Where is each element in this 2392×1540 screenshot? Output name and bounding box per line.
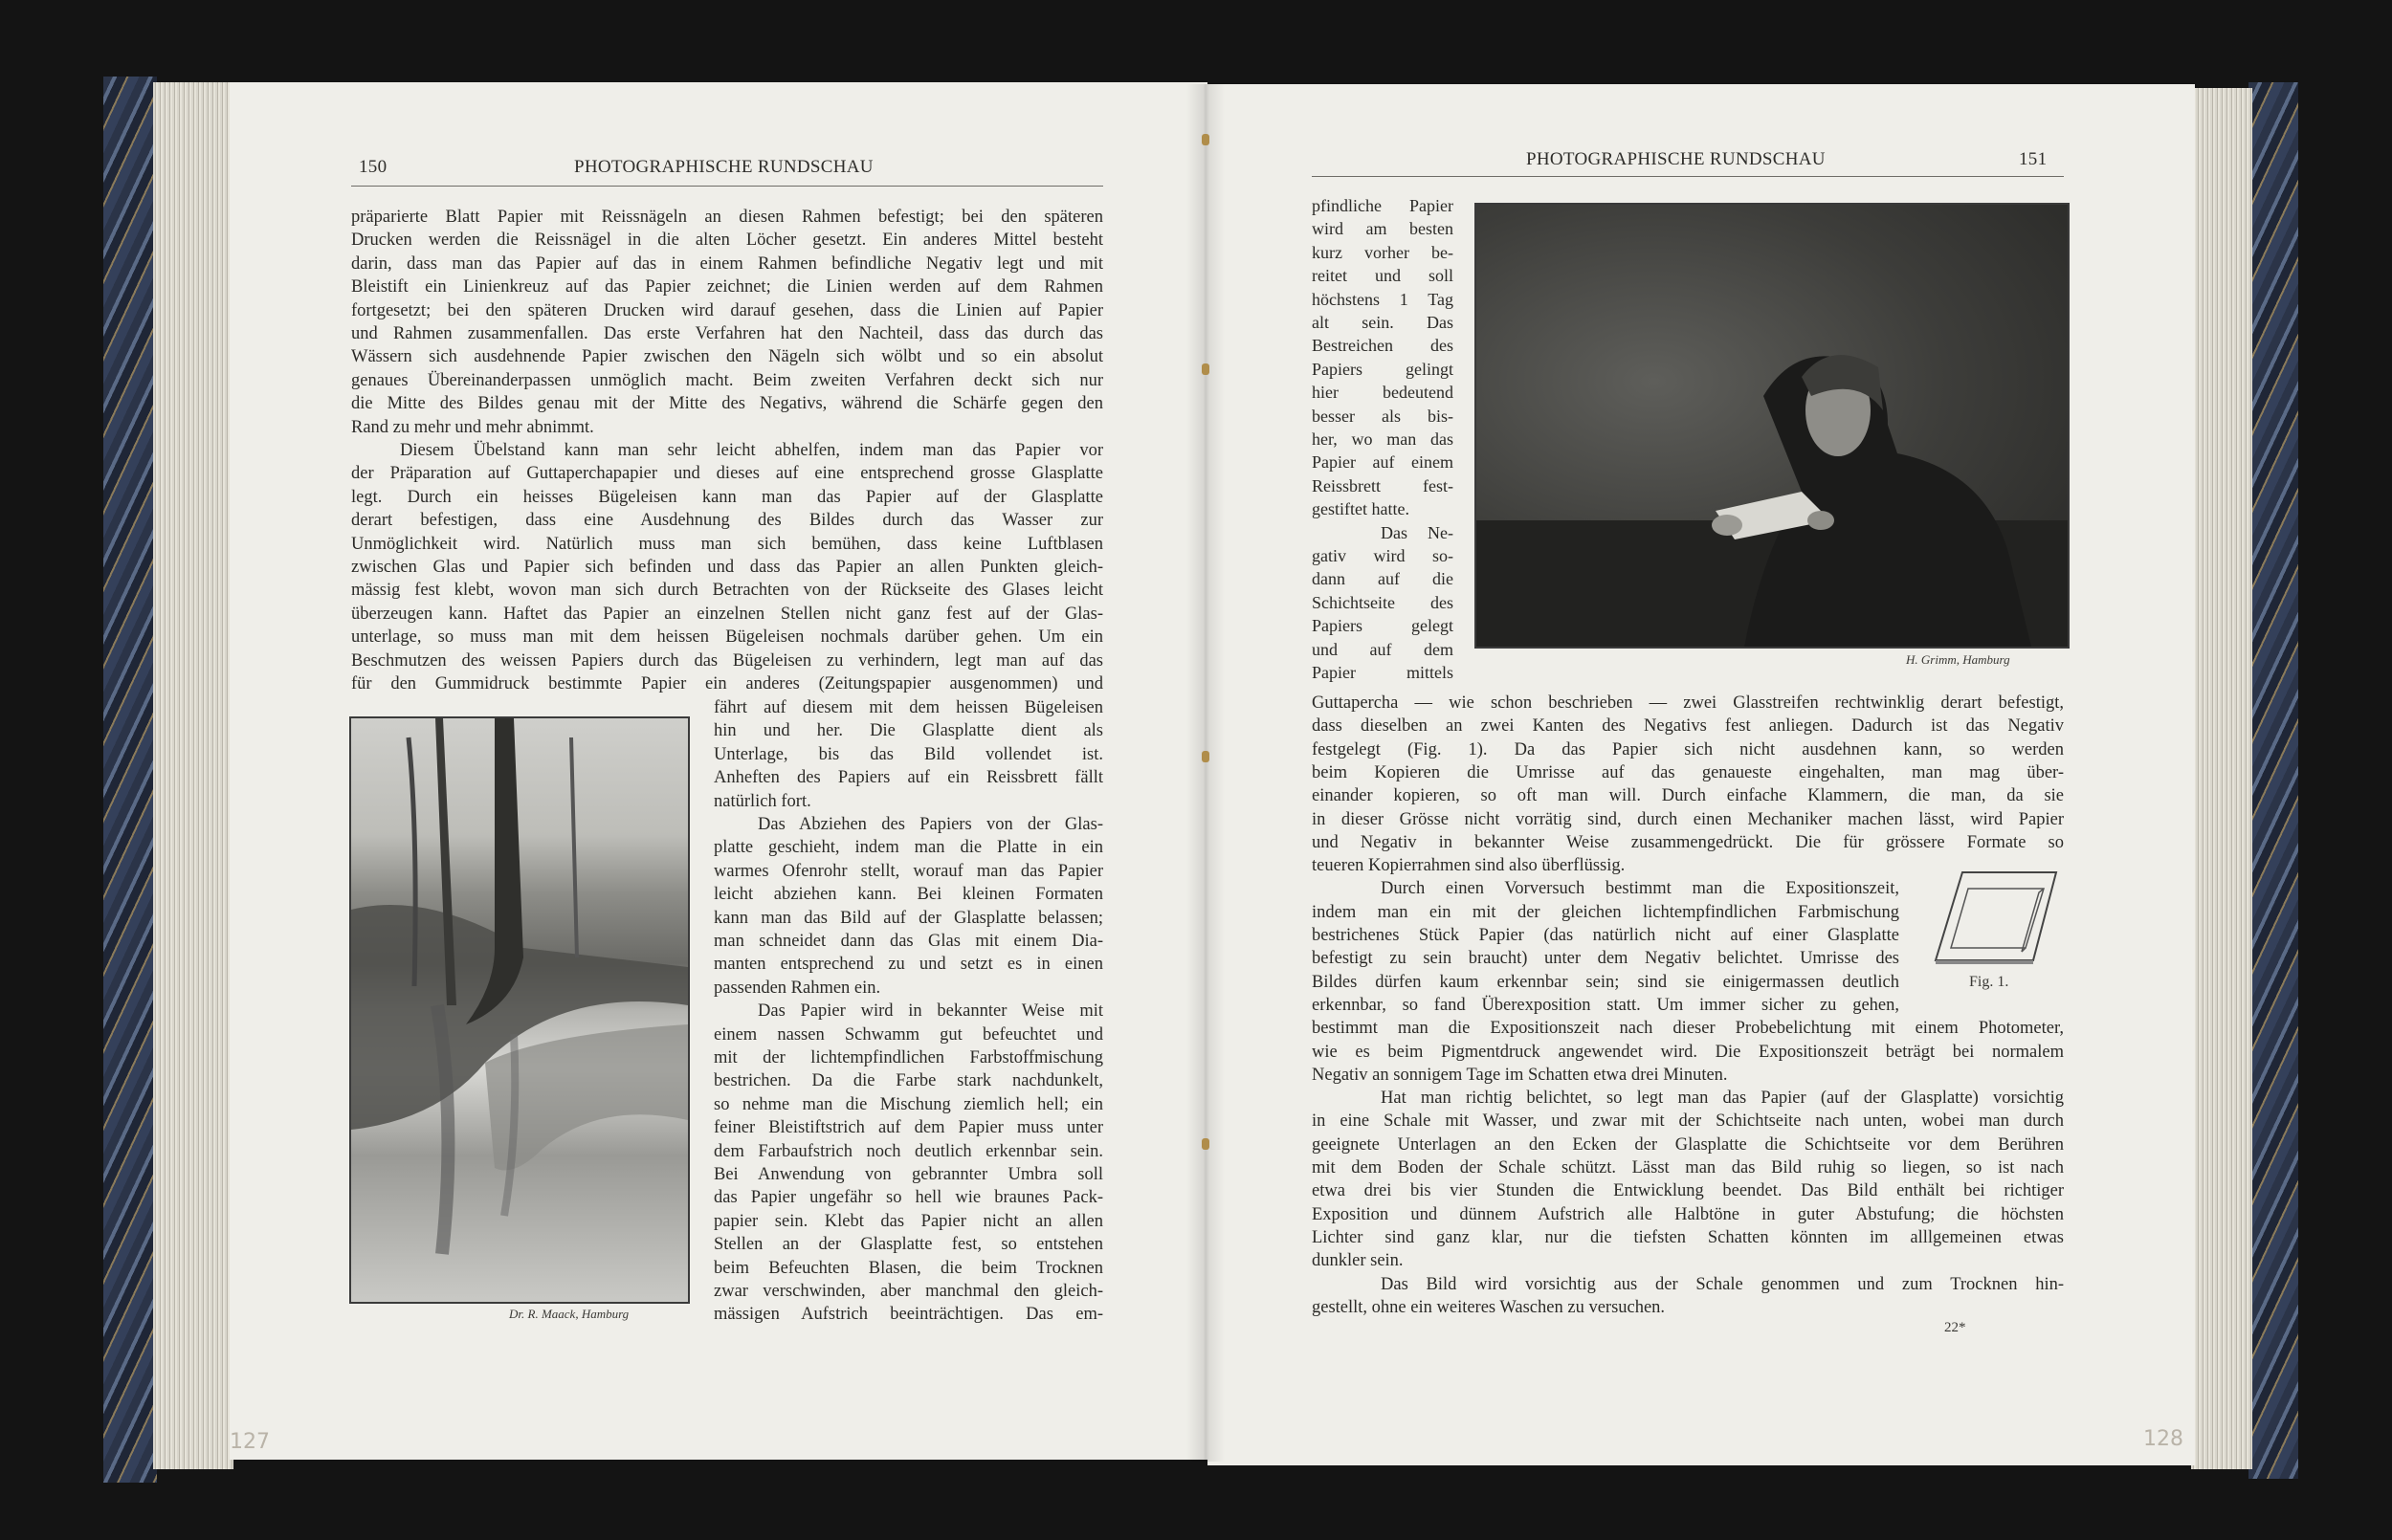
text-line: Lichter sind ganz klar, nur die tiefsten Schatten könnten im alllgemeinen etwas: [1312, 1227, 2064, 1247]
text-line: Anheften des Papiers auf ein Reissbrett fällt: [714, 768, 1103, 788]
text-line: Papiers gelegt: [1312, 616, 1453, 636]
book-cover-right: [2248, 82, 2298, 1479]
paragraph-first-line: Das Ne-: [1381, 522, 1453, 542]
text-line: zwar verschwinden, aber manchmal den gleich-: [714, 1282, 1103, 1301]
text-line: so nehme man die Mischung ziemlich hell; ein: [714, 1094, 1103, 1114]
paragraph-first-line: Hat man richtig belichtet, so legt man das Papier (auf der Glasplatte) vorsichtig: [1381, 1089, 2064, 1109]
text-line: bestimmt man die Expositionszeit nach dieser Probebelichtung mit einem Photometer,: [1312, 1019, 2064, 1039]
text-line: wie es beim Pigmentdruck angewendet wird. Die Expositionszeit beträgt bei normalem: [1312, 1042, 2064, 1062]
landscape-photo: [349, 716, 690, 1304]
text-line: und auf dem: [1312, 639, 1453, 659]
text-line: kurz vorher be-: [1312, 242, 1453, 262]
text-line: und Rahmen zusammenfallen. Das erste Verfahren hat den Nachteil, dass das durch das: [351, 324, 1103, 343]
text-line: Bleistift ein Linienkreuz auf das Papier zeichnet; die Linien werden auf dem Rahmen: [351, 277, 1103, 297]
running-head: PHOTOGRAPHISCHE RUNDSCHAU: [1526, 149, 1826, 169]
page-stack-left: [153, 82, 233, 1469]
text-line: Unmöglichkeit wird. Natürlich muss man sich bemühen, dass keine Luftblasen: [351, 534, 1103, 554]
text-line: Schichtseite des: [1312, 592, 1453, 612]
text-line: unterlage, so muss man mit dem heissen Bügeleisen nochmals darüber gehen. Um ein: [351, 627, 1103, 648]
photo-credit: Dr. R. Maack, Hamburg: [509, 1307, 630, 1321]
header-rule: [351, 186, 1103, 187]
text-line: fortgesetzt; bei den späteren Drucken wird darauf gesehen, dass die Linien auf Papier: [351, 300, 1103, 320]
text-line: geeignete Unterlagen an den Ecken der Glasplatte die Schichtseite vor dem Berühren: [1312, 1134, 2064, 1155]
binding-thread: [1202, 1138, 1209, 1150]
text-line: präparierte Blatt Papier mit Reissnägeln an diesen Rahmen befestigt; bei den späteren: [351, 208, 1103, 227]
binding-thread: [1202, 363, 1209, 375]
text-line: in dieser Grösse nicht vorrätig sind, durch einen Mechaniker machen lässt, wird Papier: [1312, 809, 2064, 829]
text-line: Reissbrett fest-: [1312, 475, 1453, 495]
text-line: bestrichenes Stück Papier (das natürlich nicht auf einer Glasplatte: [1312, 926, 1899, 945]
text-line: in eine Schale mit Wasser, und zwar mit der Schichtseite nach unten, wobei man durch: [1312, 1111, 2064, 1132]
paragraph-first-line: Das Abziehen des Papiers von der Glas-: [758, 815, 1103, 834]
text-line: beim Kopieren die Umrisse auf das genaueste eingehalten, man mag über-: [1312, 762, 2064, 782]
text-line: höchstens 1 Tag: [1312, 289, 1453, 309]
text-line: mässigen Aufstrich beeinträchtigen. Das em-: [714, 1305, 1103, 1325]
text-line: reitet und soll: [1312, 266, 1453, 286]
text-line: beim Befeuchten Blasen, die beim Trocknen: [714, 1258, 1103, 1278]
text-line: Unterlage, bis das Bild vollendet ist.: [714, 744, 1103, 764]
signature-mark: 22*: [1944, 1320, 1966, 1335]
text-line: Bestreichen des: [1312, 336, 1453, 356]
text-line: man schneidet dann das Glas mit einem Dia-: [714, 932, 1103, 951]
text-line: gestiftet hatte.: [1312, 499, 1409, 519]
text-line: Papier auf einem: [1312, 452, 1453, 473]
text-line: Bildes dürfen kaum erkennbar sein; sind sie einigermassen deutlich: [1312, 972, 1899, 992]
text-line: Bei Anwendung von gebrannter Umbra soll: [714, 1165, 1103, 1184]
text-line: mässig fest klebt, wovon man sich durch Betrachten von der Rückseite des Glases leicht: [351, 581, 1103, 601]
text-line: dem Farbaufstrich noch deutlich erkennbar sein.: [714, 1141, 1103, 1161]
text-line: Exposition und dünnem Aufstrich alle Halbtöne in guter Abstufung; die höchsten: [1312, 1204, 2064, 1224]
page-number: 150: [359, 157, 388, 177]
text-line: alt sein. Das: [1312, 313, 1453, 332]
pencil-folio-mark: 128: [2143, 1427, 2183, 1451]
running-head: PHOTOGRAPHISCHE RUNDSCHAU: [574, 157, 874, 177]
text-line: natürlich fort.: [714, 791, 811, 811]
text-line: zwischen Glas und Papier sich befinden und dass das Papier an allen Punkten gleich-: [351, 558, 1103, 577]
text-line: überzeugen kann. Haftet das Papier an einzelnen Stellen nicht ganz fest auf der Glas-: [351, 604, 1103, 624]
text-line: kann man das Bild auf der Glasplatte belassen;: [714, 908, 1103, 928]
text-line: passenden Rahmen ein.: [714, 978, 881, 998]
landscape-drawing: [351, 718, 688, 1302]
text-line: Rand zu mehr und mehr abnimmt.: [351, 417, 594, 437]
paragraph-first-line: Diesem Übelstand kann man sehr leicht abhelfen, indem man das Papier vor: [400, 441, 1103, 460]
photo-credit: H. Grimm, Hamburg: [1906, 652, 2010, 667]
text-line: leicht abziehen kann. Bei kleinen Formaten: [714, 885, 1103, 905]
portrait-photo: [1474, 203, 2070, 649]
text-line: Negativ an sonnigem Tage im Schatten etwa drei Minuten.: [1312, 1065, 1728, 1085]
text-line: hier bedeutend: [1312, 383, 1453, 403]
page-stack-right: [2191, 88, 2252, 1469]
text-line: indem man ein mit der gleichen lichtempfindlichen Farbmischung: [1312, 902, 1899, 922]
book-gutter: [1186, 84, 1225, 1462]
binding-thread: [1202, 751, 1209, 762]
text-line: fährt auf diesem mit dem heissen Bügeleisen: [714, 698, 1103, 717]
text-line: das Papier ungefähr so hell wie braunes Pack-: [714, 1188, 1103, 1208]
text-line: dann auf die: [1312, 569, 1453, 589]
paragraph-first-line: Das Bild wird vorsichtig aus der Schale genommen und zum Trocknen hin-: [1381, 1274, 2064, 1294]
text-line: für den Gummidruck bestimmte Papier ein anderes (Zeitungspapier ausgenommen) und: [351, 674, 1103, 693]
text-line: mit der lichtempfindlichen Farbstoffmischung: [714, 1048, 1103, 1067]
text-line: dass dieselben an zwei Kanten des Negativs fest anliegen. Dadurch ist das Negativ: [1312, 716, 2064, 737]
text-line: her, wo man das: [1312, 429, 1453, 449]
text-line: mit dem Boden der Schale schützt. Lässt man das Bild ruhig so liegen, so ist nach: [1312, 1158, 2064, 1177]
text-line: manten entsprechend zu und setzt es in einen: [714, 955, 1103, 975]
text-line: hin und her. Die Glasplatte dient als: [714, 721, 1103, 741]
text-line: pfindliche Papier: [1312, 196, 1453, 215]
text-line: papier sein. Klebt das Papier nicht an allen: [714, 1211, 1103, 1231]
text-line: Papiers gelingt: [1312, 359, 1453, 379]
text-line: genaues Übereinanderpassen unmöglich macht. Beim zweiten Verfahren deckt sich nur: [351, 370, 1103, 390]
text-line: einem nassen Schwamm gut befeuchtet und: [714, 1024, 1103, 1045]
paragraph-first-line: Durch einen Vorversuch bestimmt man die Expositionszeit,: [1381, 879, 1899, 899]
paragraph-first-line: Das Papier wird in bekannter Weise mit: [758, 1001, 1103, 1022]
figure-caption: Fig. 1.: [1969, 974, 2009, 990]
text-line: Drucken werden die Reissnägel in die alten Löcher gesetzt. Ein anderes Mittel besteht: [351, 231, 1103, 251]
text-line: besser als bis-: [1312, 406, 1453, 426]
text-line: darin, dass man das Papier auf das in einem Rahmen befindliche Negativ legt und mit: [351, 253, 1103, 274]
text-line: der Präparation auf Guttaperchapapier und dieses auf eine entsprechend grosse Glasplatte: [351, 464, 1103, 484]
text-line: Guttapercha — wie schon beschrieben — zwei Glasstreifen rechtwinklig derart befestigt,: [1312, 693, 2064, 713]
page-number: 151: [2019, 149, 2048, 169]
text-line: befestigt zu sein braucht) unter dem Negativ belichtet. Umrisse des: [1312, 949, 1899, 969]
fig-1-glass-plate-drawing: [1934, 869, 2060, 965]
text-line: gestellt, ohne ein weiteres Waschen zu versuchen.: [1312, 1297, 1666, 1317]
text-line: gativ wird so-: [1312, 546, 1453, 565]
book-cover-left: [103, 77, 157, 1483]
portrait-drawing: [1476, 205, 2068, 647]
text-line: Stellen an der Glasplatte fest, so entstehen: [714, 1235, 1103, 1255]
binding-thread: [1202, 134, 1209, 145]
header-rule: [1312, 176, 2064, 177]
text-line: etwa drei bis vier Stunden die Entwicklung beendet. Das Bild enthält bei richtiger: [1312, 1181, 2064, 1201]
text-line: dunkler sein.: [1312, 1251, 1404, 1271]
text-line: festgelegt (Fig. 1). Da das Papier sich nicht ausdehnen kann, so werden: [1312, 739, 2064, 759]
text-line: Papier mittels: [1312, 663, 1453, 682]
text-line: derart befestigen, dass eine Ausdehnung des Bildes durch das Wasser zur: [351, 511, 1103, 531]
text-line: Beschmutzen des weissen Papiers durch das Bügeleisen zu verhindern, legt man auf das: [351, 650, 1103, 671]
text-line: und Negativ in bekannter Weise zusammengedrückt. Die für grössere Formate so: [1312, 832, 2064, 852]
text-line: erkennbar, so fand Überexposition statt. Um immer sicher zu gehen,: [1312, 995, 1899, 1015]
text-line: Wässern sich ausdehnende Papier zwischen den Nägeln sich wölbt und so ein absolut: [351, 347, 1103, 367]
text-line: platte geschieht, indem man die Platte in ein: [714, 838, 1103, 858]
text-line: bestrichen. Da die Farbe stark nachdunkelt,: [714, 1071, 1103, 1091]
pencil-folio-mark: 127: [230, 1430, 270, 1454]
text-line: warmes Ofenrohr stellt, worauf man das Papier: [714, 861, 1103, 881]
text-line: einander kopieren, so oft man will. Durch einfache Klammern, die man, da sie: [1312, 786, 2064, 806]
text-line: feiner Bleistiftstrich auf dem Papier muss unter: [714, 1118, 1103, 1138]
text-line: wird am besten: [1312, 219, 1453, 239]
text-line: teueren Kopierrahmen sind also überflüssig.: [1312, 856, 1626, 876]
text-line: legt. Durch ein heisses Bügeleisen kann man das Papier auf der Glasplatte: [351, 487, 1103, 507]
text-line: die Mitte des Bildes genau mit der Mitte des Negativs, während die Schärfe gegen den: [351, 394, 1103, 414]
